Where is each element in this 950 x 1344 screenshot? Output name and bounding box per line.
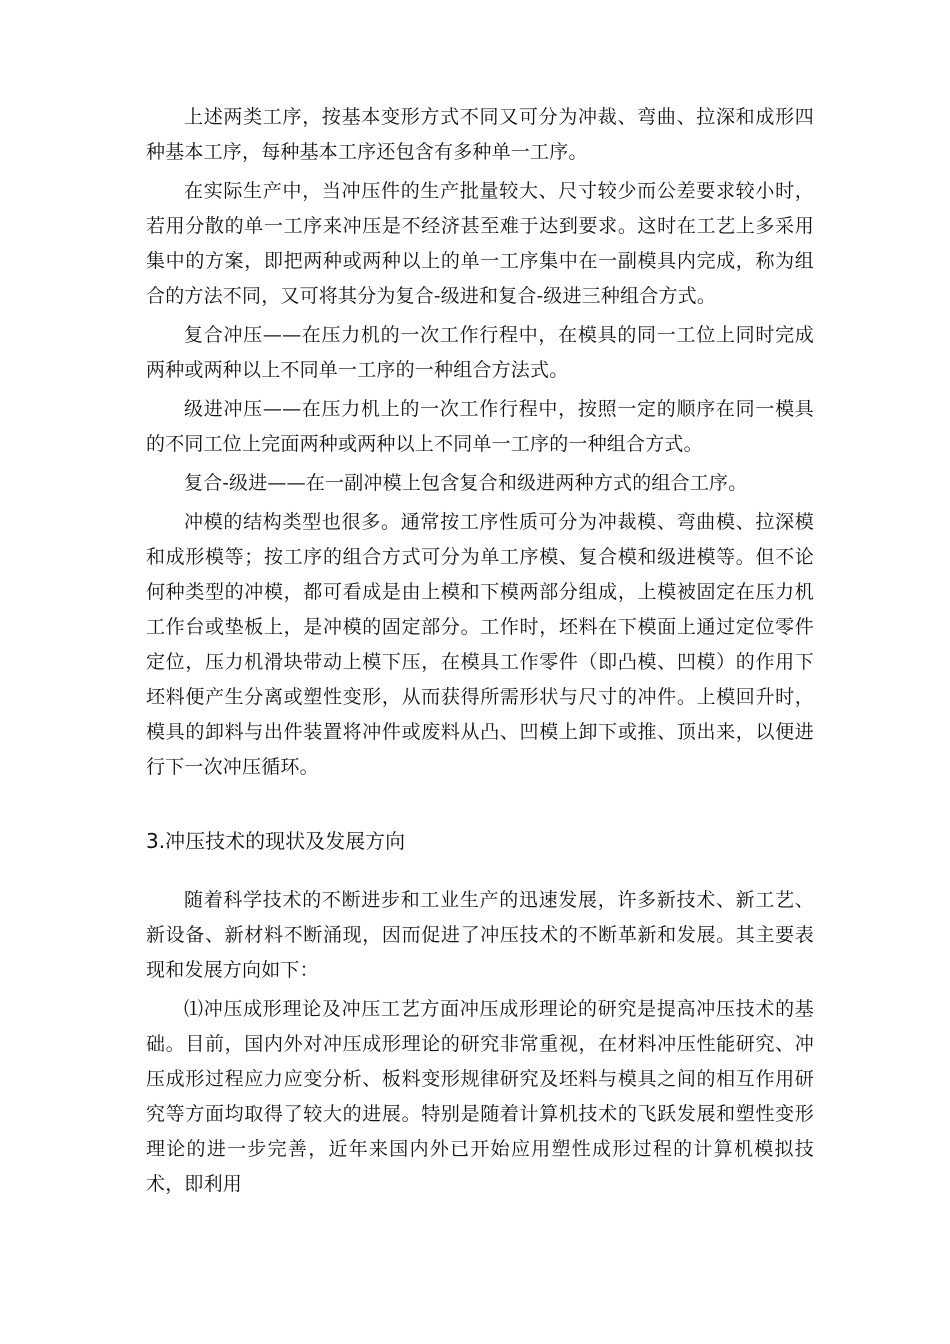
paragraph-development-intro: 随着科学技术的不断进步和工业生产的迅速发展，许多新技术、新工艺、新设备、新材料不断涌现，因而促进了冲压技术的不断革新和发展。其主要表现和发展方向如下： xyxy=(146,889,814,981)
paragraph-compound-progressive: 复合-级进——在一副冲模上包含复合和级进两种方式的组合工序。 xyxy=(184,472,748,494)
body-text-block-1 xyxy=(146,100,814,789)
body-text-block-2 xyxy=(146,883,814,1206)
paragraph-compound-stamping: 复合冲压——在压力机的一次工作行程中，在模具的同一工位上同时完成两种或两种以上不同单一工序的一种组合方法式。 xyxy=(146,324,814,381)
paragraph-die-structure: 冲模的结构类型也很多。通常按工序性质可分为冲裁模、弯曲模、拉深模和成形模等；按工序的组合方式可分为单工序模、复合模和级进模等。但不论何种类型的冲模，都可看成是由上模和下模两部分组成，上模被固定在压力机工作台或垫板上，是冲模的固定部分。工作时，坯料在下模面上通过定位零件定位，压力机滑块带动上模下压，在模具工作零件（即凸模、凹模）的作用下坯料便产生分离或塑性变形，从而获得所需形状与尺寸的冲件。上模回升时，模具的卸料与出件装置将冲件或废料从凸、凹模上卸下或推、顶出来，以便进行下一次冲压循环。 xyxy=(146,511,814,778)
paragraph-combined-process: 在实际生产中，当冲压件的生产批量较大、尺寸较少而公差要求较小时，若用分散的单一工序来冲压是不经济甚至难于达到要求。这时在工艺上多采用集中的方案，即把两种或两种以上的单一工序集中在一副模具内完成，称为组合的方法不同，又可将其分为复合-级进和复合-级进三种组合方式。 xyxy=(146,180,814,307)
paragraph-progressive-stamping: 级进冲压——在压力机上的一次工作行程中，按照一定的顺序在同一模具的不同工位上完面两种或两种以上不同单一工序的一种组合方式。 xyxy=(146,398,814,455)
paragraph-forming-theory: ⑴冲压成形理论及冲压工艺方面冲压成形理论的研究是提高冲压技术的基础。目前，国内外对冲压成形理论的研究非常重视，在材料冲压性能研究、冲压成形过程应力应变分析、板料变形规律研究及坯料与模具之间的相互作用研究等方面均取得了较大的进展。特别是随着计算机技术的飞跃发展和塑性变形理论的进一步完善，近年来国内外已开始应用塑性成形过程的计算机模拟技术，即利用 xyxy=(146,998,814,1195)
paragraph-process-types: 上述两类工序，按基本变形方式不同又可分为冲裁、弯曲、拉深和成形四种基本工序，每种基本工序还包含有多种单一工序。 xyxy=(146,106,814,163)
section-heading: 3.冲压技术的现状及发展方向 xyxy=(146,829,406,853)
